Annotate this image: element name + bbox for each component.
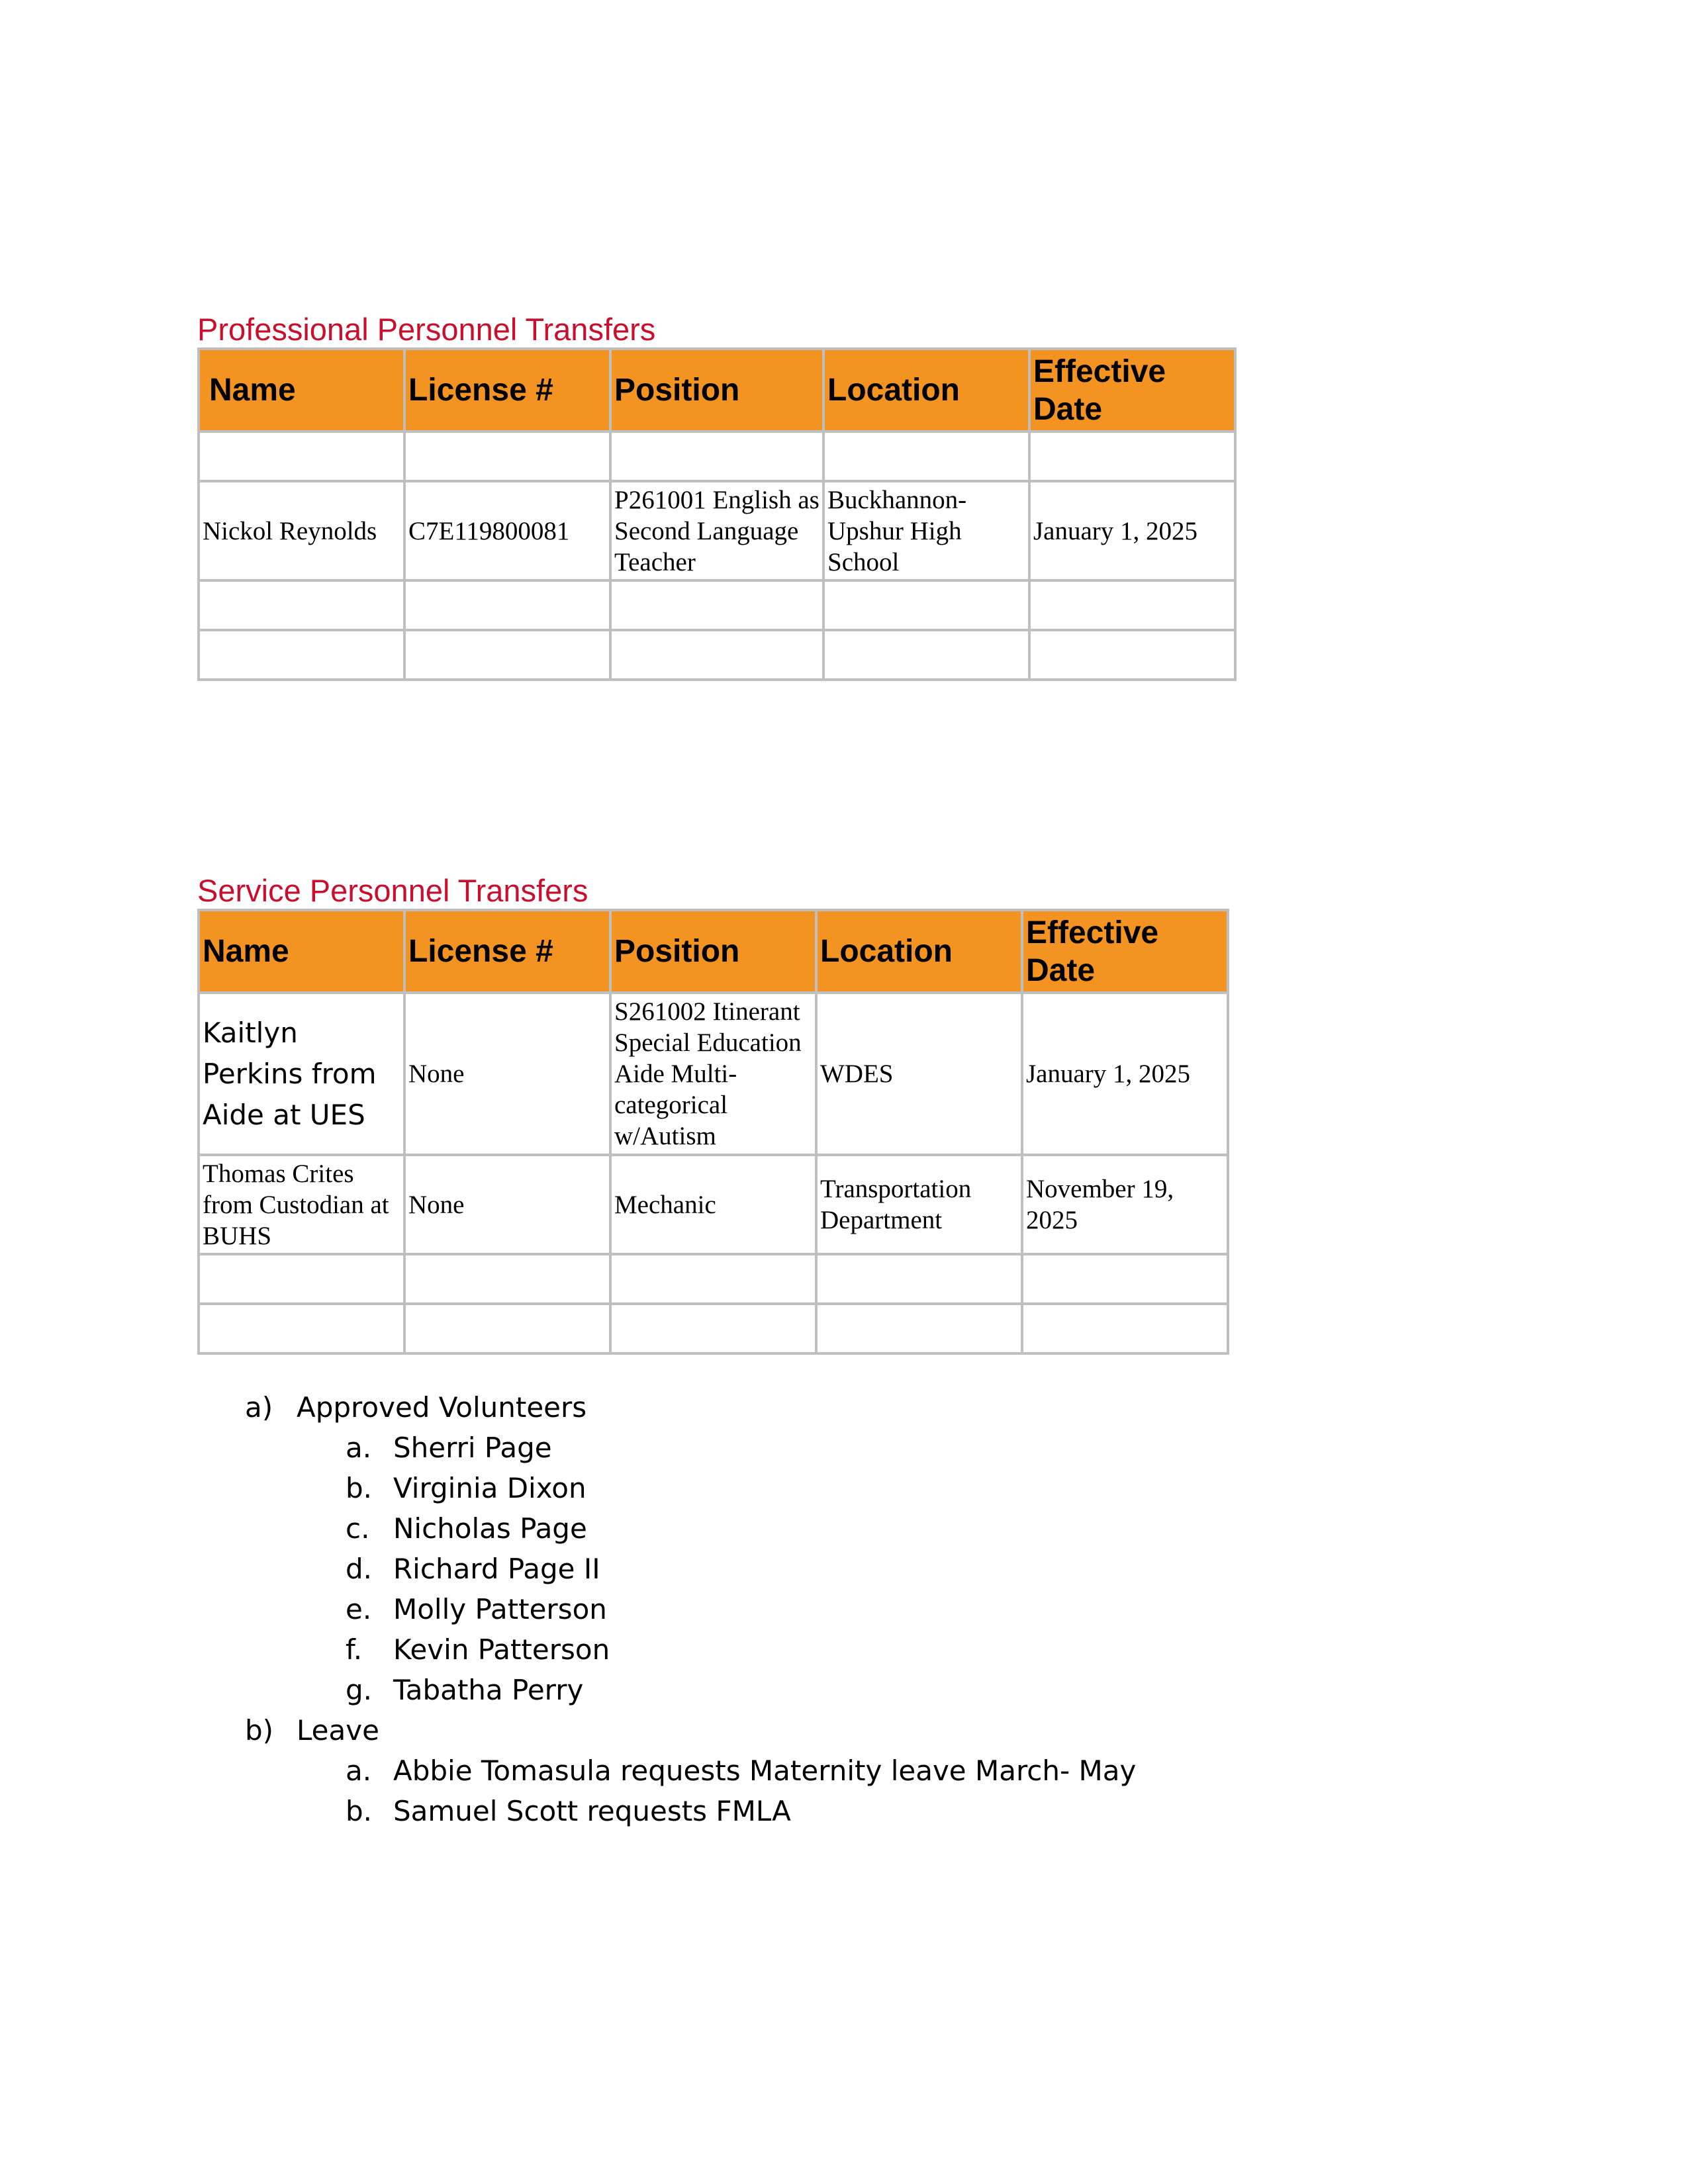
cell-position: Mechanic: [610, 1155, 816, 1254]
header-license: License #: [404, 910, 610, 993]
cell-location: WDES: [816, 993, 1022, 1155]
volunteer-name: Molly Patterson: [393, 1593, 607, 1625]
table-row: [199, 1304, 1228, 1353]
cell-effective-date: January 1, 2025: [1022, 993, 1228, 1155]
cell-location: Buckhannon-Upshur High School: [823, 481, 1029, 580]
volunteer-name: Sherri Page: [393, 1432, 552, 1464]
volunteer-name: Virginia Dixon: [393, 1472, 586, 1504]
list-marker: a): [245, 1391, 273, 1424]
list-label: Approved Volunteers: [297, 1391, 587, 1424]
table-row: [199, 630, 1235, 680]
cell-effective-date: November 19, 2025: [1022, 1155, 1228, 1254]
header-location: Location: [823, 349, 1029, 432]
list-item: c. Nicholas Page: [245, 1508, 1136, 1549]
header-name: Name: [199, 349, 404, 432]
service-transfers-title: Service Personnel Transfers: [197, 873, 588, 908]
cell-license: None: [404, 993, 610, 1155]
volunteer-name: Richard Page II: [393, 1553, 600, 1585]
list-item: a. Sherri Page: [245, 1428, 1136, 1468]
cell-license: C7E119800081: [404, 481, 610, 580]
header-location: Location: [816, 910, 1022, 993]
cell-position: P261001 English as Second Language Teacher: [610, 481, 823, 580]
professional-transfers-table: [197, 347, 1237, 681]
list-item: b. Samuel Scott requests FMLA: [245, 1791, 1136, 1831]
table-row: [199, 481, 1235, 580]
volunteer-name: Tabatha Perry: [393, 1674, 584, 1706]
cell-position: S261002 Itinerant Special Education Aide Multi-categorical w/Autism: [610, 993, 816, 1155]
list-item: g. Tabatha Perry: [245, 1670, 1136, 1710]
header-position: Position: [610, 910, 816, 993]
list-item: b. Virginia Dixon: [245, 1468, 1136, 1508]
list-item-approved-volunteers: [245, 1387, 1136, 1428]
header-effective-date: Effective Date: [1022, 910, 1228, 993]
list-marker: b): [245, 1714, 274, 1747]
volunteer-name: Nicholas Page: [393, 1512, 587, 1545]
header-position: Position: [610, 349, 823, 432]
list-item: f. Kevin Patterson: [245, 1629, 1136, 1670]
table-header-row: [199, 349, 1235, 432]
cell-license: None: [404, 1155, 610, 1254]
list-item: a. Abbie Tomasula requests Maternity leave March- May: [245, 1751, 1136, 1791]
volunteer-name: Kevin Patterson: [393, 1633, 610, 1666]
table-row: [199, 1254, 1228, 1304]
table-row: [199, 1155, 1228, 1254]
cell-effective-date: January 1, 2025: [1029, 481, 1235, 580]
cell-name: Kaitlyn Perkins from Aide at UES: [199, 993, 404, 1155]
header-name: Name: [199, 910, 404, 993]
table-header-row: [199, 910, 1228, 993]
header-license: License #: [404, 349, 610, 432]
cell-name: Nickol Reynolds: [199, 481, 404, 580]
cell-location: Transportation Department: [816, 1155, 1022, 1254]
list-item: d. Richard Page II: [245, 1549, 1136, 1589]
list-item: e. Molly Patterson: [245, 1589, 1136, 1629]
cell-name: Thomas Crites from Custodian at BUHS: [199, 1155, 404, 1254]
service-transfers-table: [197, 909, 1229, 1355]
table-row: [199, 993, 1228, 1155]
list-label: Leave: [297, 1714, 379, 1747]
professional-transfers-title: Professional Personnel Transfers: [197, 312, 656, 347]
table-row: [199, 432, 1235, 481]
leave-request: Samuel Scott requests FMLA: [393, 1795, 791, 1827]
table-row: [199, 580, 1235, 630]
agenda-list: [245, 1387, 1136, 1831]
leave-request: Abbie Tomasula requests Maternity leave March- May: [393, 1754, 1137, 1787]
list-item-leave: [245, 1710, 1136, 1751]
header-effective-date: Effective Date: [1029, 349, 1235, 432]
